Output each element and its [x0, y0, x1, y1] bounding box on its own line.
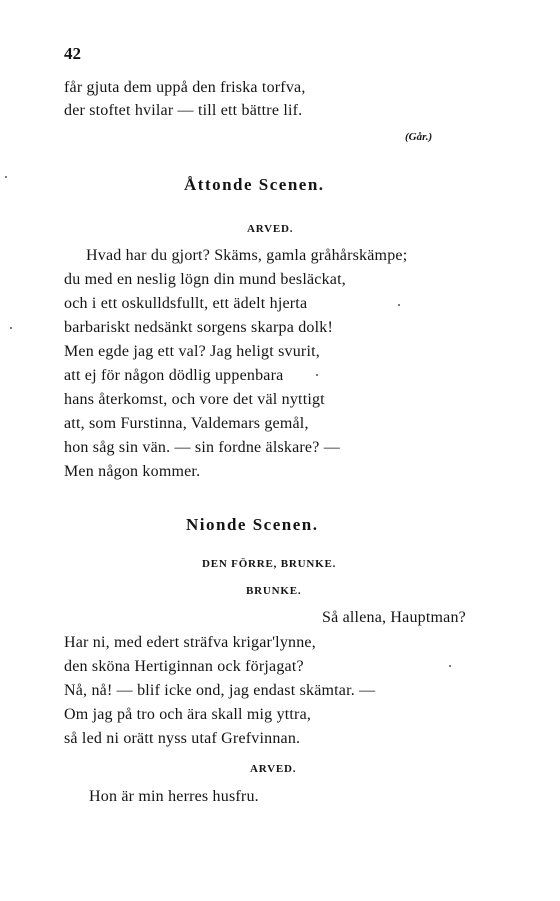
page-number: 42	[64, 44, 81, 63]
paper-speck	[316, 374, 318, 376]
verse-line: du med en neslig lögn din mund besläckat,	[64, 271, 346, 288]
verse-line: Hvad har du gjort? Skäms, gamla gråhårskämpe;	[86, 247, 408, 264]
stage-direction: (Går.)	[405, 131, 433, 143]
verse-line: hans återkomst, och vore det väl nyttigt	[64, 391, 325, 408]
verse-line: och i ett oskulldsfullt, ett ädelt hjerta	[64, 295, 308, 312]
verse-line: att ej för någon dödlig uppenbara	[64, 367, 284, 384]
verse-line: barbariskt nedsänkt sorgens skarpa dolk!	[64, 319, 333, 336]
speaker-name: ARVED.	[247, 223, 294, 235]
scene-title: Nionde Scenen.	[186, 515, 319, 534]
verse-line: att, som Furstinna, Valdemars gemål,	[64, 415, 309, 432]
speaker-name: BRUNKE.	[246, 585, 302, 597]
scene-title: Åttonde Scenen.	[184, 175, 325, 194]
verse-line: hon såg sin vän. — sin fordne älskare? —	[64, 439, 340, 456]
verse-line: Men egde jag ett val? Jag heligt svurit,	[64, 343, 320, 360]
verse-line: Men någon kommer.	[64, 463, 201, 480]
paper-speck	[10, 327, 12, 329]
speaker-name: ARVED.	[250, 763, 297, 775]
verse-line: Har ni, med edert sträfva krigar'lynne,	[64, 634, 316, 651]
persons-on-stage: DEN FÖRRE, BRUNKE.	[202, 558, 337, 570]
verse-line: Om jag på tro och ära skall mig yttra,	[64, 706, 312, 723]
verse-line: så led ni orätt nyss utaf Grefvinnan.	[64, 730, 301, 747]
verse-line: den sköna Hertiginnan ock förjagat?	[64, 658, 304, 675]
paper-speck	[5, 176, 7, 178]
verse-line: der stoftet hvilar — till ett bättre lif.	[64, 102, 303, 119]
verse-line: Så allena, Hauptman?	[322, 609, 466, 626]
paper-speck	[449, 665, 451, 667]
paper-speck	[398, 304, 400, 306]
verse-line: Hon är min herres husfru.	[89, 788, 259, 805]
verse-line: får gjuta dem uppå den friska torfva,	[64, 79, 306, 96]
verse-line: Nå, nå! — blif icke ond, jag endast skämtar. —	[64, 682, 376, 699]
